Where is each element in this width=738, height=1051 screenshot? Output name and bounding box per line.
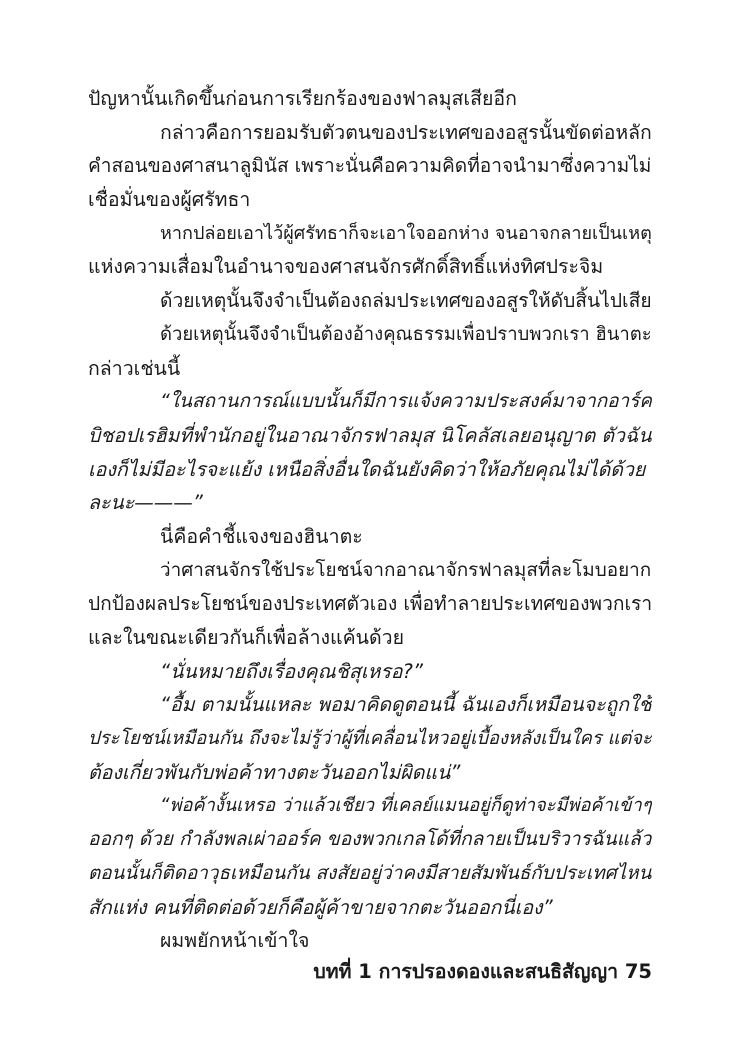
paragraph <box>88 82 652 116</box>
paragraph <box>88 318 652 385</box>
dialogue-paragraph <box>88 385 652 520</box>
dialogue-line: “พ่อค้างั้นเหรอ ว่าแล้วเชียว ที่เคลย์แมนอยู่ก็ดูท่าจะมีพ่อค้าเข้าๆ <box>160 795 652 817</box>
text-line: ปัญหานั้นเกิดขึ้นก่อนการเรียกร้องของฟาลมุสเสียอีก <box>88 87 517 110</box>
text-line: นี่คือคำชี้แจงของฮินาตะ <box>160 524 363 548</box>
text-line: กล่าวคือการยอมรับตัวตนของประเทศของอสูรนั้นขัดต่อหลัก <box>160 120 652 144</box>
text-line: ด้วยเหตุนั้นจึงจำเป็นต้องถล่มประเทศของอสูรให้ดับสิ้นไปเสีย <box>160 289 652 313</box>
dialogue-line: บิชอปเรฮิมที่พำนักอยู่ในอาณาจักรฟาลมุส นิโคลัสเลยอนุญาต ตัวฉัน <box>88 423 652 447</box>
dialogue-line: เองก็ไม่มีอะไรจะแย้ง เหนือสิ่งอื่นใดฉันยังคิดว่าให้อภัยคุณไม่ได้ด้วย <box>88 457 646 481</box>
text-line: ด้วยเหตุนั้นจึงจำเป็นต้องอ้างคุณธรรมเพื่อปราบพวกเรา ฮินาตะ <box>160 323 652 345</box>
text-line: คำสอนของศาสนาลูมินัส เพราะนั่นคือความคิดที่อาจนำมาซึ่งความไม่ <box>88 154 652 178</box>
dialogue-paragraph <box>88 688 652 789</box>
dialogue-line: ตอนนั้นก็ติดอาวุธเหมือนกัน สงสัยอยู่ว่าคงมีสายสัมพันธ์กับประเทศไหน <box>88 862 652 884</box>
paragraph <box>88 554 652 655</box>
text-line: ปกป้องผลประโยชน์ของประเทศตัวเอง เพื่อทำลายประเทศของพวกเรา <box>88 592 652 616</box>
text-line: เชื่อมั่นของผู้ศรัทธา <box>88 188 251 212</box>
dialogue-line: สักแห่ง คนที่ติดต่อด้วยก็คือผู้ค้าขายจากตะวันออกนี่เอง” <box>88 895 553 919</box>
dialogue-paragraph <box>88 655 652 689</box>
paragraph <box>88 924 652 958</box>
dialogue-line: “อื้ม ตามนั้นแหละ พอมาคิดดูตอนนี้ ฉันเองก็เหมือนจะถูกใช้ <box>160 693 652 717</box>
dialogue-line: ประโยชน์เหมือนกัน ถึงจะไม่รู้ว่าผู้ที่เคลื่อนไหวอยู่เบื้องหลังเป็นใคร แต่จะ <box>88 728 652 750</box>
paragraph <box>88 520 652 554</box>
page-footer: บทที่ 1 การปรองดองและสนธิสัญญา 75 <box>313 960 652 983</box>
dialogue-line: ต้องเกี่ยวพันกับพ่อค้าทางตะวันออกไม่ผิดแน่” <box>88 760 461 784</box>
text-line: กล่าวเช่นนี้ <box>88 356 181 380</box>
text-line: ผมพยักหน้าเข้าใจ <box>160 929 310 953</box>
paragraph <box>88 217 652 284</box>
dialogue-line: “ในสถานการณ์แบบนั้นก็มีการแจ้งความประสงค์มาจากอาร์ค <box>160 390 652 413</box>
text-line: แห่งความเสื่อมในอำนาจของศาสนจักรศักดิ์สิทธิ์แห่งทิศประจิม <box>88 255 604 279</box>
paragraph <box>88 284 652 318</box>
text-line: ว่าศาสนจักรใช้ประโยชน์จากอาณาจักรฟาลมุสที่ละโมบอยาก <box>160 558 652 581</box>
dialogue-line: ออกๆ ด้วย กำลังพลเผ่าออร์ค ของพวกเกลโด้ที่กลายเป็นบริวารฉันแล้ว <box>88 828 652 851</box>
dialogue-line: ละนะ———” <box>88 491 203 515</box>
dialogue-paragraph <box>88 789 652 924</box>
text-line: หากปล่อยเอาไว้ผู้ศรัทธาก็จะเอาใจออกห่าง จนอาจกลายเป็นเหตุ <box>160 222 652 244</box>
paragraph <box>88 116 652 217</box>
dialogue-line: “นั่นหมายถึงเรื่องคุณชิสุเหรอ?” <box>160 659 423 683</box>
text-line: และในขณะเดียวกันก็เพื่อล้างแค้นด้วย <box>88 626 405 649</box>
book-page-body <box>88 82 652 958</box>
